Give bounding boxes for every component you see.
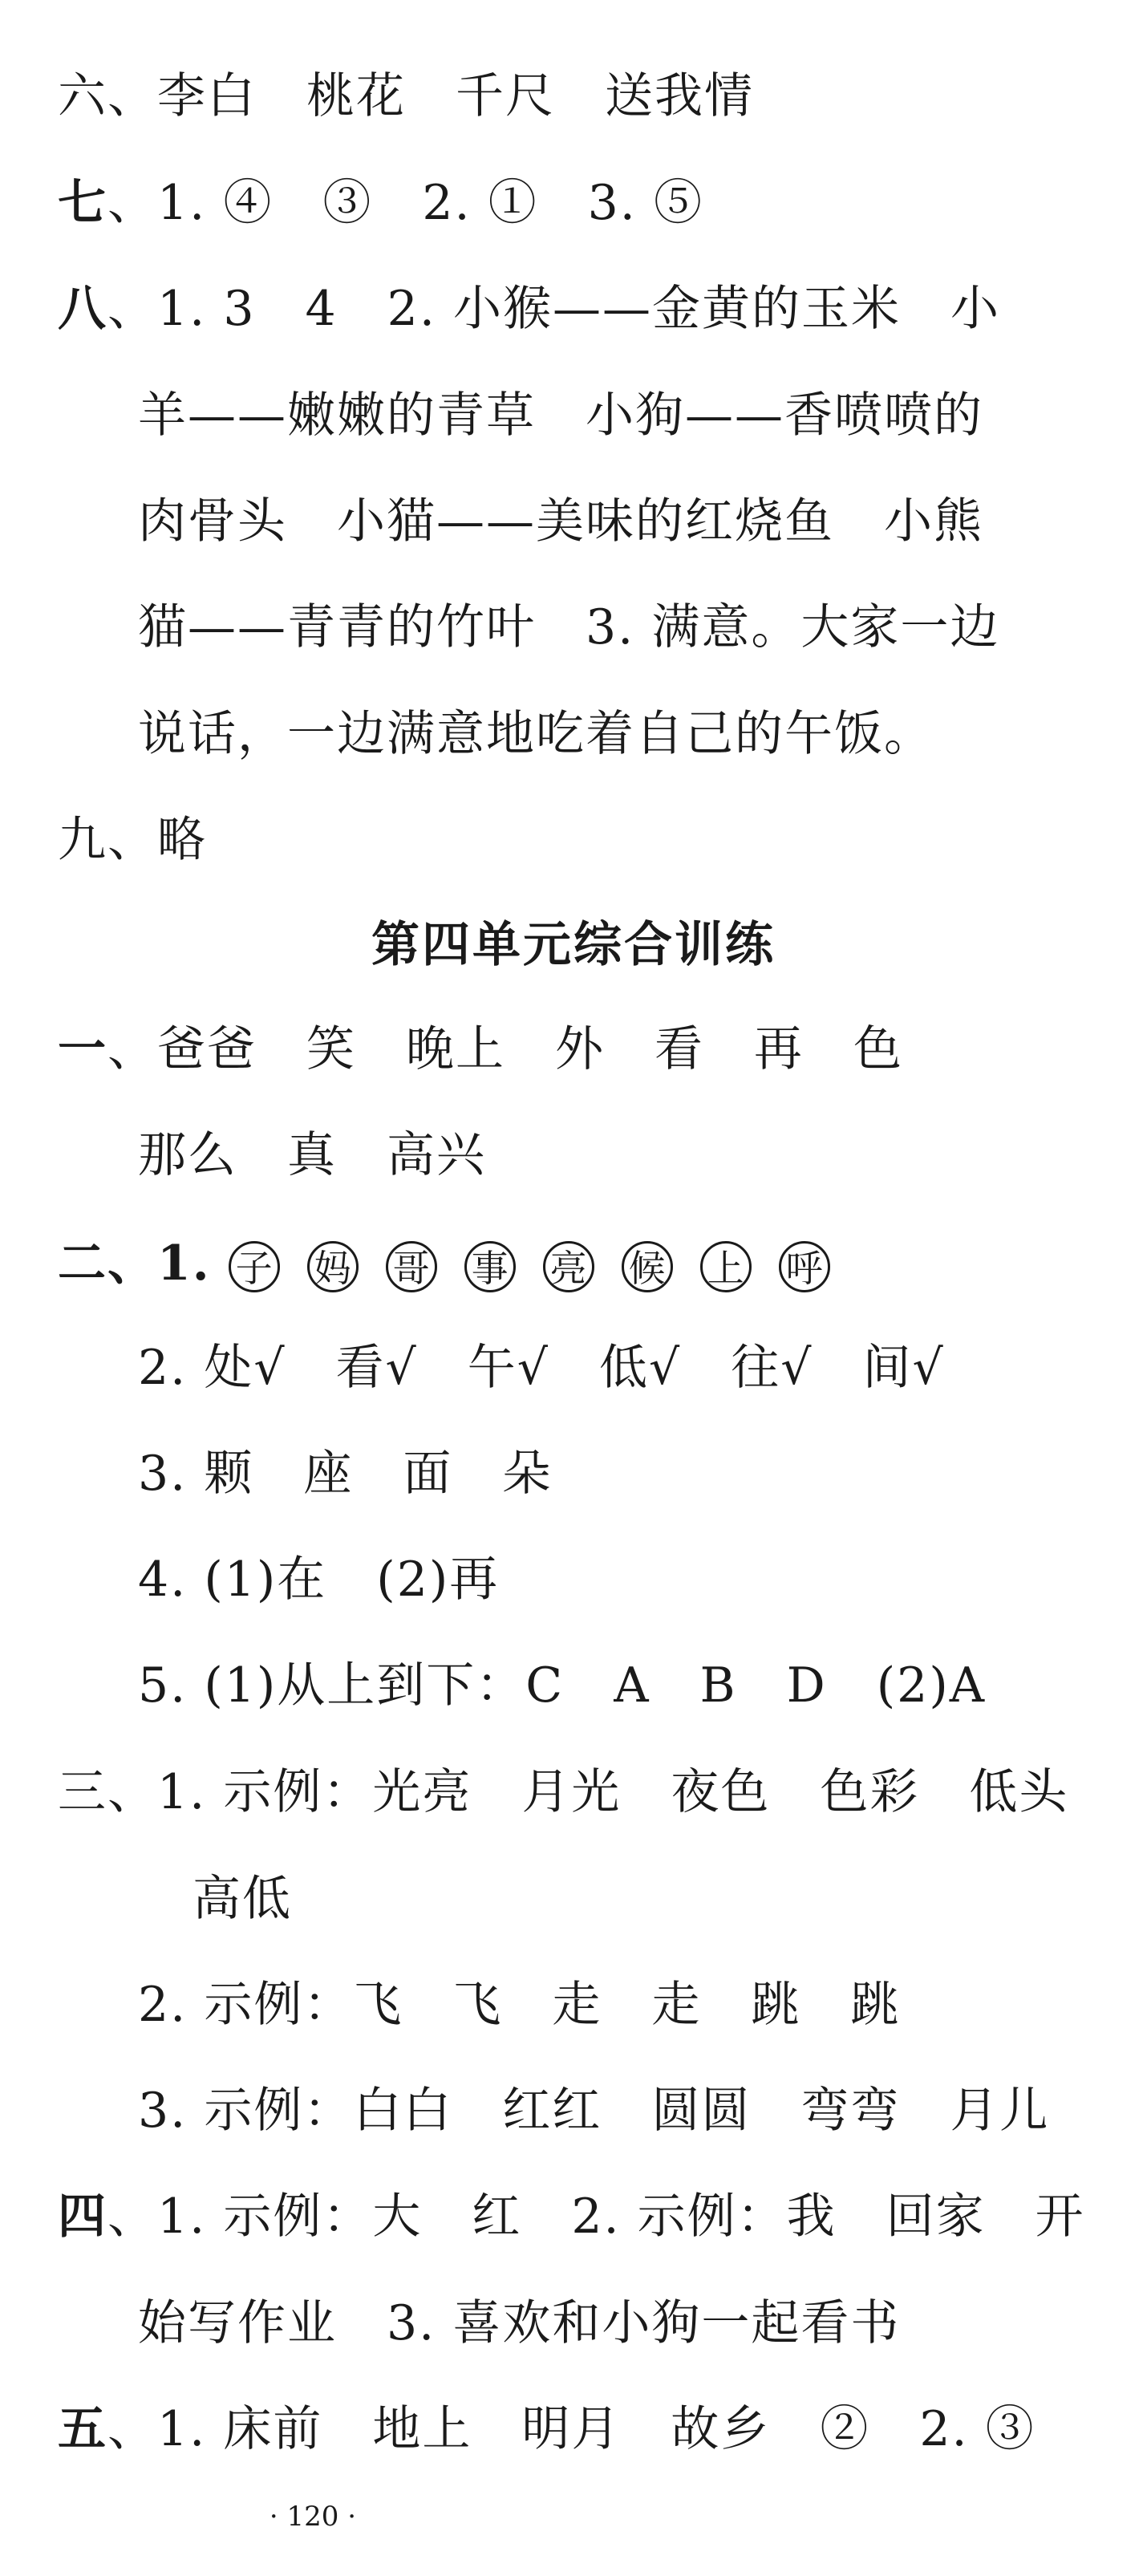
line-text: 、1. bbox=[107, 1235, 211, 1292]
circled-character: 子 bbox=[229, 1241, 280, 1292]
circled-character: 呼 bbox=[779, 1241, 830, 1292]
line-text: 、1. 床前 地上 明月 故乡 ② 2. ③ bbox=[107, 2401, 1036, 2457]
answer-line-8 bbox=[58, 277, 1000, 341]
section-title: 第四单元综合训练 bbox=[371, 917, 776, 973]
answer-line-6 bbox=[58, 64, 754, 128]
answer-line-s3-q2: 2. 示例：飞 飞 走 走 跳 跳 bbox=[138, 1977, 901, 2033]
circled-characters bbox=[229, 1235, 857, 1292]
answer-line-s3-cont: 高低 bbox=[193, 1871, 292, 1927]
item-number: 五 bbox=[58, 2401, 107, 2457]
item-number: 九 bbox=[58, 812, 107, 868]
answer-line-s2-q4: 4. (1)在 (2)再 bbox=[138, 1552, 500, 1608]
line-text: 、李白 桃花 千尺 送我情 bbox=[107, 68, 754, 124]
answer-line-8-cont: 肉骨头 小猫——美味的红烧鱼 小熊 bbox=[138, 493, 983, 550]
item-number: 八 bbox=[58, 281, 107, 337]
answer-line-s4 bbox=[58, 2185, 1085, 2249]
answer-line-8-cont: 说话，一边满意地吃着自己的午饭。 bbox=[138, 706, 934, 762]
line-text: 、略 bbox=[107, 812, 207, 868]
answer-line-8-cont: 羊——嫩嫩的青草 小狗——香喷喷的 bbox=[138, 387, 983, 444]
line-text: 、1. 示例：大 红 2. 示例：我 回家 开 bbox=[107, 2189, 1085, 2245]
item-number: 一 bbox=[58, 1021, 107, 1077]
circled-character: 事 bbox=[464, 1241, 516, 1292]
answer-line-s4-cont: 始写作业 3. 喜欢和小狗一起看书 bbox=[138, 2295, 901, 2351]
answer-line-s2-q3: 3. 颗 座 面 朵 bbox=[138, 1446, 553, 1502]
line-text: 、爸爸 笑 晚上 外 看 再 色 bbox=[107, 1021, 903, 1077]
circled-character: 哥 bbox=[386, 1241, 437, 1292]
answer-line-s2 bbox=[58, 1231, 857, 1296]
answer-line-s2-q2: 2. 处√ 看√ 午√ 低√ 往√ 间√ bbox=[138, 1340, 945, 1396]
answer-line-s2-q5: 5. (1)从上到下：C A B D (2)A bbox=[138, 1657, 987, 1714]
answer-line-s3-q3: 3. 示例：白白 红红 圆圆 弯弯 月儿 bbox=[138, 2083, 1050, 2139]
answer-line-s1-cont: 那么 真 高兴 bbox=[138, 1127, 486, 1183]
answer-line-8-cont: 猫——青青的竹叶 3. 满意。大家一边 bbox=[138, 599, 1000, 655]
circled-character: 妈 bbox=[307, 1241, 359, 1292]
line-text: 、1. 示例：光亮 月光 夜色 色彩 低头 bbox=[107, 1764, 1069, 1820]
circled-character: 候 bbox=[622, 1241, 673, 1292]
answer-line-9 bbox=[58, 808, 207, 872]
answer-line-s5 bbox=[58, 2397, 1036, 2461]
circled-character: 亮 bbox=[543, 1241, 594, 1292]
page-number: · 120 · bbox=[269, 2501, 357, 2533]
item-number: 三 bbox=[58, 1764, 107, 1820]
line-text: 、1. ④ ③ 2. ① 3. ⑤ bbox=[107, 175, 703, 231]
answer-line-7 bbox=[58, 171, 703, 235]
item-number: 六 bbox=[58, 68, 107, 124]
line-text: 、1. 3 4 2. 小猴——金黄的玉米 小 bbox=[107, 281, 1000, 337]
item-number: 四 bbox=[58, 2189, 107, 2245]
answer-line-s1 bbox=[58, 1017, 903, 1081]
circled-character: 上 bbox=[700, 1241, 752, 1292]
answer-line-s3 bbox=[58, 1760, 1068, 1824]
item-number: 七 bbox=[58, 175, 107, 231]
item-number: 二 bbox=[58, 1235, 107, 1292]
